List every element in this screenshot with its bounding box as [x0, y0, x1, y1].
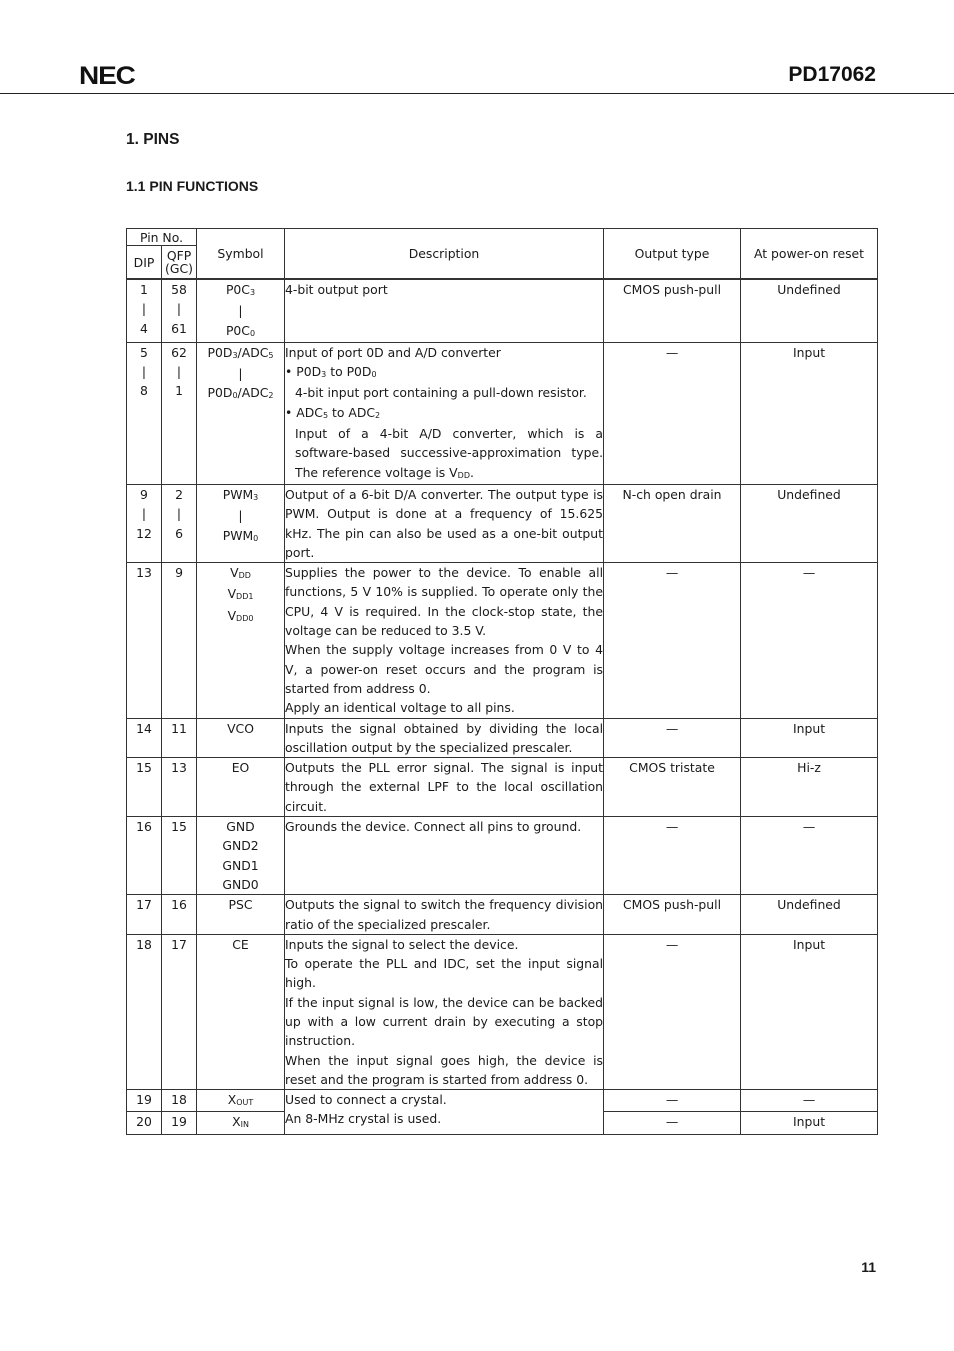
description-line: Outputs the PLL error signal. The signal is input through the external LPF to the local oscillation circuit. — [285, 760, 604, 814]
symbol-cell-line: EO — [231, 760, 250, 776]
table-row — [127, 279, 878, 342]
header-rule — [0, 93, 954, 94]
description-cell — [285, 1090, 604, 1135]
output-type-cell-line: N-ch open drain — [622, 486, 722, 502]
symbol-cell-line: $X_{OUT}$ — [227, 1092, 254, 1108]
output-type-cell — [604, 1112, 741, 1134]
description-cell — [285, 563, 604, 718]
output-type-cell — [604, 342, 741, 484]
dip-cell-line: 13 — [136, 565, 152, 581]
symbol-cell-line: $V_{DD}$ — [230, 565, 251, 581]
table-row — [127, 563, 878, 718]
dip-cell — [127, 342, 162, 484]
qfp-cell — [162, 934, 197, 1089]
symbol-cell — [197, 758, 285, 817]
output-type-cell-line: — — [665, 565, 679, 581]
reset-cell — [741, 817, 878, 895]
description-line: Apply an identical voltage to all pins. — [285, 700, 515, 716]
output-type-cell — [604, 758, 741, 817]
output-type-cell-line: — — [665, 344, 679, 360]
description-cell — [285, 279, 604, 342]
description-cell — [285, 895, 604, 935]
reset-cell-line: Undefined — [777, 486, 841, 502]
reset-cell — [741, 934, 878, 1089]
dip-cell — [127, 1112, 162, 1134]
symbol-cell — [197, 895, 285, 935]
output-type-cell — [604, 563, 741, 718]
dip-cell — [127, 758, 162, 817]
qfp-cell — [162, 563, 197, 718]
symbol-cell-line: GND — [226, 819, 255, 835]
qfp-cell-line: 58 — [171, 282, 187, 297]
symbol-cell — [197, 934, 285, 1089]
reset-cell — [741, 718, 878, 758]
dip-cell-line: | — [141, 506, 147, 522]
output-type-cell — [604, 279, 741, 342]
description-line: Supplies the power to the device. To enable all functions, 5 V 10% is supplied. To operate only the CPU, 4 V is required. In the clock-stop state, the voltage can be reduced to 3.5 V. — [285, 565, 604, 639]
symbol-cell — [197, 342, 285, 484]
qfp-cell — [162, 342, 197, 484]
qfp-cell-line: 61 — [171, 320, 187, 336]
description-line: To operate the PLL and IDC, set the input signal high. — [285, 956, 604, 991]
symbol-cell-line: VCO — [227, 720, 254, 736]
header-qfp: QFP (GC) — [162, 246, 197, 280]
output-type-cell-line: — — [665, 720, 679, 736]
part-number: PD17062 — [788, 63, 876, 86]
output-type-cell — [604, 895, 741, 935]
output-type-cell — [604, 817, 741, 895]
output-type-cell — [604, 484, 741, 562]
dip-cell-line: | — [141, 364, 147, 380]
qfp-cell-line: 11 — [171, 720, 187, 736]
symbol-cell-line: | — [238, 508, 243, 524]
symbol-cell-line: $PWM_3$ — [222, 486, 259, 502]
dip-cell-line: 9 — [140, 486, 148, 502]
qfp-cell — [162, 279, 197, 342]
table-row — [127, 817, 878, 895]
pin-functions-table — [126, 228, 878, 1135]
qfp-cell — [162, 1090, 197, 1112]
nec-logo: NEC — [79, 62, 135, 90]
output-type-cell — [604, 934, 741, 1089]
reset-cell — [741, 563, 878, 718]
output-type-cell-line: — — [665, 936, 679, 952]
description-line: • $ADC_5$ to $ADC_2$ — [285, 404, 381, 420]
table-row — [127, 718, 878, 758]
table-row — [127, 758, 878, 817]
output-type-cell-line: — — [665, 819, 679, 835]
symbol-cell — [197, 563, 285, 718]
symbol-cell-line: | — [238, 366, 243, 382]
symbol-cell — [197, 817, 285, 895]
symbol-cell-line: PSC — [228, 897, 253, 913]
symbol-cell — [197, 1090, 285, 1112]
qfp-cell-line: 2 — [175, 486, 183, 502]
header-description: Description — [285, 229, 604, 280]
reset-cell — [741, 484, 878, 562]
dip-cell — [127, 1090, 162, 1112]
page-number: 11 — [861, 1259, 876, 1275]
qfp-cell-line: 6 — [175, 525, 183, 541]
symbol-cell — [197, 718, 285, 758]
qfp-cell — [162, 718, 197, 758]
reset-cell — [741, 1112, 878, 1134]
table-row — [127, 1090, 878, 1112]
dip-cell-line: 1 — [140, 282, 148, 297]
reset-cell-line: Hi-z — [797, 760, 821, 776]
header-power-on-reset: At power-on reset — [741, 229, 878, 280]
reset-cell-line: Input — [792, 936, 826, 952]
dip-cell-line: 18 — [136, 936, 152, 952]
description-cell — [285, 817, 604, 895]
qfp-cell-line: 18 — [171, 1092, 187, 1108]
output-type-cell-line: CMOS push-pull — [623, 897, 722, 913]
dip-cell — [127, 934, 162, 1089]
dip-cell — [127, 718, 162, 758]
reset-cell — [741, 279, 878, 342]
symbol-cell-line: GND2 — [222, 838, 259, 854]
reset-cell-line: Input — [792, 720, 826, 736]
dip-cell — [127, 895, 162, 935]
description-line: Used to connect a crystal. — [285, 1092, 447, 1108]
dip-cell-line: 15 — [136, 760, 152, 776]
dip-cell-line: 20 — [136, 1114, 152, 1130]
qfp-cell — [162, 1112, 197, 1134]
symbol-cell-line: $P0C_0$ — [225, 322, 256, 338]
description-cell — [285, 934, 604, 1089]
table-row — [127, 934, 878, 1089]
dip-cell-line: 19 — [136, 1092, 152, 1108]
output-type-cell-line: CMOS tristate — [629, 760, 715, 776]
symbol-cell-line: $X_{IN}$ — [232, 1114, 249, 1130]
symbol-cell — [197, 279, 285, 342]
pin-table-body — [127, 279, 878, 1134]
symbol-cell-line: $P0C_3$ — [225, 282, 256, 297]
dip-cell — [127, 817, 162, 895]
output-type-cell-line: CMOS push-pull — [623, 282, 722, 297]
symbol-cell-line: $V_{DD1}$ — [227, 586, 254, 602]
dip-cell — [127, 563, 162, 718]
symbol-cell-line: $P0D_0/ADC_2$ — [207, 385, 274, 401]
description-line: 4-bit output port — [285, 282, 388, 297]
dip-cell-line: 12 — [136, 525, 152, 541]
header-pin-no: Pin No. — [127, 229, 197, 246]
qfp-cell — [162, 758, 197, 817]
qfp-cell — [162, 817, 197, 895]
description-line: Inputs the signal to select the device. — [285, 936, 519, 952]
description-line: When the supply voltage increases from 0 V to 4 V, a power-on reset occurs and the program is started from address 0. — [285, 642, 604, 696]
symbol-cell-line: $P0D_3/ADC_5$ — [207, 344, 274, 360]
dip-cell-line: 17 — [136, 897, 152, 913]
dip-cell-line: | — [141, 301, 147, 317]
symbol-cell-line: | — [238, 303, 243, 319]
qfp-cell-line: 1 — [175, 383, 183, 399]
symbol-cell — [197, 1112, 285, 1134]
output-type-cell — [604, 718, 741, 758]
symbol-cell — [197, 484, 285, 562]
qfp-cell — [162, 895, 197, 935]
description-line: Inputs the signal obtained by dividing the local oscillation output by the specialized prescaler. — [285, 720, 604, 755]
reset-cell-line: — — [802, 819, 816, 835]
description-cell — [285, 718, 604, 758]
description-line: An 8-MHz crystal is used. — [285, 1111, 442, 1127]
description-line: Output of a 6-bit D/A converter. The output type is PWM. Output is done at a frequency of 15.625 kHz. The pin can also be used as a one-bit output port. — [285, 486, 604, 560]
qfp-cell-line: | — [176, 301, 182, 317]
qfp-cell-line: 15 — [171, 819, 187, 835]
reset-cell-line: Input — [792, 1114, 826, 1130]
dip-cell-line: 16 — [136, 819, 152, 835]
output-type-cell — [604, 1090, 741, 1112]
symbol-cell-line: $PWM_0$ — [222, 527, 259, 543]
qfp-cell-line: | — [176, 364, 182, 380]
qfp-cell-line: 62 — [171, 344, 187, 360]
dip-cell — [127, 484, 162, 562]
reset-cell — [741, 895, 878, 935]
qfp-cell-line: 16 — [171, 897, 187, 913]
description-line: 4-bit input port containing a pull-down resistor. — [295, 385, 587, 401]
reset-cell-line: — — [802, 565, 816, 581]
output-type-cell-line: — — [665, 1114, 679, 1130]
reset-cell — [741, 758, 878, 817]
dip-cell — [127, 279, 162, 342]
description-cell — [285, 484, 604, 562]
section-title: 1. PINS — [126, 131, 180, 148]
dip-cell-line: 14 — [136, 720, 152, 736]
output-type-cell-line: — — [665, 1092, 679, 1108]
symbol-cell-line: CE — [232, 936, 249, 952]
reset-cell — [741, 342, 878, 484]
qfp-cell — [162, 484, 197, 562]
qfp-cell-line: 9 — [175, 565, 183, 581]
reset-cell — [741, 1090, 878, 1112]
dip-cell-line: 4 — [140, 320, 148, 336]
reset-cell-line: Input — [792, 344, 826, 360]
symbol-cell-line: $V_{DD0}$ — [227, 607, 254, 623]
qfp-cell-line: | — [176, 506, 182, 522]
reset-cell-line: — — [802, 1092, 816, 1108]
description-line: If the input signal is low, the device can be backed up with a low current drain by executing a stop instruction. — [285, 994, 604, 1049]
qfp-cell-line: 19 — [171, 1114, 187, 1130]
dip-cell-line: 5 — [140, 344, 148, 360]
description-line: • $P0D_3$ to $P0D_0$ — [285, 364, 377, 380]
header-output-type: Output type — [604, 229, 741, 280]
description-line: Grounds the device. Connect all pins to ground. — [285, 819, 582, 835]
reset-cell-line: Undefined — [777, 282, 841, 297]
section-subtitle: 1.1 PIN FUNCTIONS — [126, 178, 259, 194]
symbol-cell-line: GND0 — [222, 876, 259, 892]
symbol-cell-line: GND1 — [222, 857, 259, 873]
description-line: Input of port 0D and A/D converter — [285, 344, 501, 360]
qfp-cell-line: 17 — [171, 936, 187, 952]
reset-cell-line: Undefined — [777, 897, 841, 913]
description-line: Outputs the signal to switch the frequency division ratio of the specialized prescaler. — [285, 897, 604, 932]
description-line: Input of a 4-bit A/D converter, which is a software-based successive-approximation type. The reference voltage is $V_{DD}$. — [295, 426, 604, 480]
description-cell — [285, 758, 604, 817]
dip-cell-line: 8 — [140, 383, 148, 399]
table-row — [127, 895, 878, 935]
description-line: When the input signal goes high, the device is reset and the program is started from address 0. — [285, 1052, 604, 1087]
description-cell — [285, 342, 604, 484]
table-row — [127, 342, 878, 484]
table-row — [127, 484, 878, 562]
qfp-cell-line: 13 — [171, 760, 187, 776]
header-symbol: Symbol — [197, 229, 285, 280]
header-dip: DIP — [127, 246, 162, 280]
